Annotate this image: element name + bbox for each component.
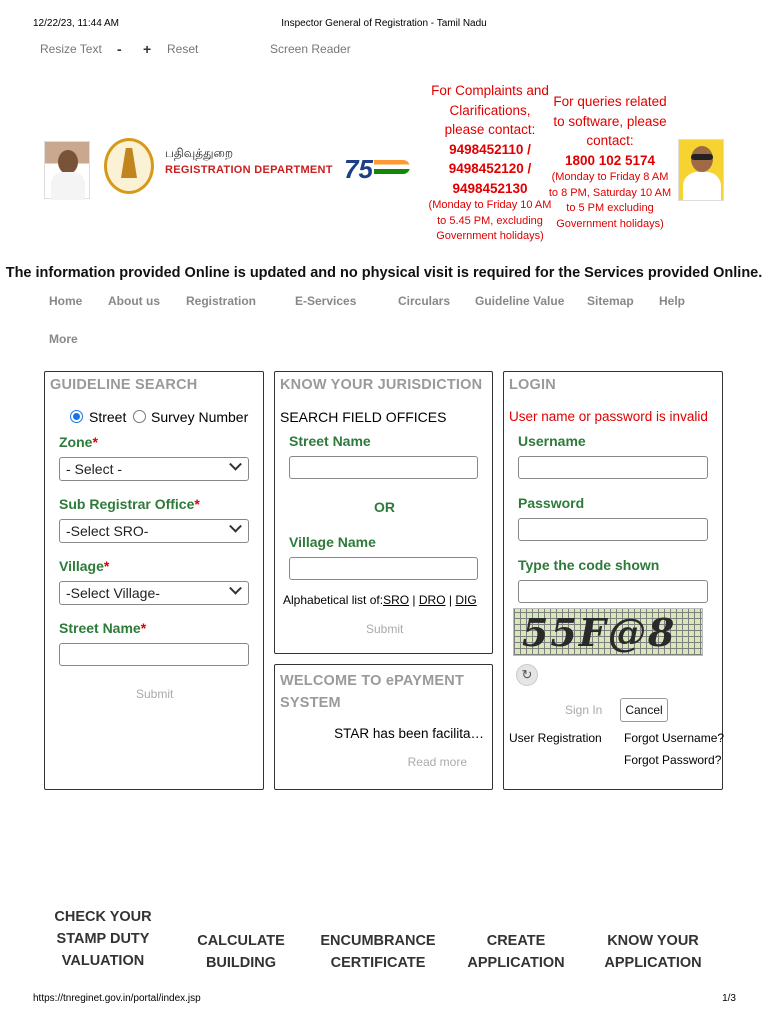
- chevron-down-icon: [229, 582, 242, 595]
- tricolor-flag-icon: [374, 160, 410, 174]
- alphabetical-list: Alphabetical list of:SRO | DRO | DIG: [283, 593, 477, 607]
- panel-title: GUIDELINE SEARCH: [50, 377, 198, 393]
- department-name-english: REGISTRATION DEPARTMENT: [165, 164, 333, 176]
- page-number: 1/3: [722, 993, 736, 1004]
- dro-list-link[interactable]: DRO: [418, 593, 446, 607]
- epayment-text: STAR has been facilita…: [334, 726, 484, 741]
- village-label: Village*: [59, 558, 110, 574]
- login-panel: [503, 371, 723, 790]
- nav-circulars[interactable]: Circulars: [398, 294, 451, 308]
- zone-select[interactable]: - Select -: [59, 457, 249, 481]
- nav-registration[interactable]: Registration: [186, 294, 257, 308]
- software-intro: For queries related to software, please contact:: [553, 94, 667, 148]
- survey-number-radio-label: Survey Number: [151, 409, 249, 425]
- captcha-image: 55F@8: [513, 608, 703, 656]
- jurisdiction-village-input[interactable]: [289, 557, 478, 580]
- print-timestamp: 12/22/23, 11:44 AM: [33, 18, 119, 29]
- decrease-text-button[interactable]: -: [117, 41, 122, 57]
- nav-help[interactable]: Help: [659, 294, 686, 308]
- login-error: User name or password is invalid: [509, 409, 708, 424]
- feature-stamp-duty[interactable]: CHECK YOUR STAMP DUTY VALUATION: [54, 909, 152, 969]
- software-hours: (Monday to Friday 8 AM to 8 PM, Saturday 10 AM to 5 PM excluding Government holidays): [548, 171, 672, 230]
- software-phone: 1800 102 5174: [564, 152, 656, 168]
- software-contact: [548, 92, 672, 232]
- or-label: OR: [374, 499, 395, 515]
- street-name-input[interactable]: [59, 643, 249, 666]
- jurisdiction-street-label: Street Name: [289, 433, 371, 449]
- jubilee-number: 75: [344, 154, 373, 184]
- online-services-notice: The information provided Online is updated and no physical visit is required for the Services provided Online.: [5, 265, 763, 281]
- jurisdiction-panel: [274, 371, 493, 654]
- page-url: https://tnreginet.gov.in/portal/index.jsp: [33, 993, 201, 1004]
- street-radio[interactable]: [70, 410, 83, 423]
- complaints-intro: For Complaints and Clarifications, please contact:: [431, 83, 549, 137]
- sro-select[interactable]: -Select SRO-: [59, 519, 249, 543]
- forgot-password-link[interactable]: Forgot Password?: [624, 753, 722, 767]
- print-page-title: Inspector General of Registration - Tamil Nadu: [281, 18, 487, 29]
- nav-about-us[interactable]: About us: [108, 294, 160, 308]
- complaints-hours: (Monday to Friday 10 AM to 5.45 PM, excluding Government holidays): [428, 199, 552, 242]
- feature-know-your-application[interactable]: KNOW YOUR APPLICATION: [604, 933, 702, 971]
- nav-e-services[interactable]: E-Services: [295, 294, 357, 308]
- nav-home[interactable]: Home: [49, 294, 83, 308]
- guideline-submit-button[interactable]: Submit: [136, 687, 174, 701]
- chief-minister-photo: [44, 141, 90, 199]
- feature-encumbrance-certificate[interactable]: ENCUMBRANCE CERTIFICATE: [320, 933, 436, 971]
- complaints-contact: [428, 81, 552, 245]
- chevron-down-icon: [229, 520, 242, 533]
- feature-create-application[interactable]: CREATE APPLICATION: [467, 933, 565, 971]
- feature-links: [0, 906, 768, 976]
- jurisdiction-village-label: Village Name: [289, 534, 376, 550]
- read-more-link[interactable]: Read more: [407, 755, 467, 769]
- username-input[interactable]: [518, 456, 708, 479]
- chevron-down-icon: [229, 458, 242, 471]
- complaints-phone-3: 9498452130: [452, 180, 528, 196]
- leader-photo: [678, 139, 724, 201]
- village-select[interactable]: -Select Village-: [59, 581, 249, 605]
- guideline-search-panel: [44, 371, 264, 790]
- nav-more[interactable]: More: [49, 332, 78, 346]
- survey-number-radio[interactable]: [133, 410, 146, 423]
- street-name-label: Street Name*: [59, 620, 147, 636]
- search-field-offices-label: SEARCH FIELD OFFICES: [280, 409, 447, 425]
- resize-text-label: Resize Text: [40, 42, 102, 56]
- tamil-nadu-emblem-icon[interactable]: [104, 138, 154, 194]
- nav-guideline-value[interactable]: Guideline Value: [475, 294, 565, 308]
- sro-label: Sub Registrar Office*: [59, 496, 200, 512]
- password-label: Password: [518, 495, 585, 511]
- screen-reader-link[interactable]: Screen Reader: [270, 42, 351, 56]
- dig-list-link[interactable]: DIG: [455, 593, 477, 607]
- azadi-75-logo: [330, 138, 422, 200]
- street-radio-label: Street: [89, 409, 127, 425]
- nav-sitemap[interactable]: Sitemap: [587, 294, 634, 308]
- panel-title: LOGIN: [509, 377, 556, 393]
- cancel-button[interactable]: Cancel: [620, 698, 668, 722]
- sign-in-button[interactable]: Sign In: [565, 703, 603, 717]
- photo-face: [58, 150, 78, 174]
- captcha-label: Type the code shown: [518, 557, 660, 573]
- photo-body: [51, 172, 85, 200]
- panel-title: KNOW YOUR JURISDICTION: [280, 377, 483, 393]
- department-name[interactable]: [165, 146, 333, 176]
- jurisdiction-street-input[interactable]: [289, 456, 478, 479]
- captcha-input[interactable]: [518, 580, 708, 603]
- complaints-phone-2: 9498452120 /: [448, 161, 532, 176]
- refresh-captcha-icon[interactable]: ↻: [516, 664, 538, 686]
- user-registration-link[interactable]: User Registration: [509, 731, 602, 745]
- reset-text-button[interactable]: Reset: [167, 42, 199, 56]
- username-label: Username: [518, 433, 586, 449]
- sro-list-link[interactable]: SRO: [383, 593, 410, 607]
- forgot-username-link[interactable]: Forgot Username?: [624, 731, 725, 745]
- zone-label: Zone*: [59, 434, 98, 450]
- complaints-phone-1: 9498452110 /: [449, 141, 531, 157]
- jurisdiction-submit-button[interactable]: Submit: [366, 622, 404, 636]
- epayment-title: WELCOME TO ePAYMENT SYSTEM: [280, 673, 464, 711]
- epayment-panel: [274, 664, 493, 790]
- password-input[interactable]: [518, 518, 708, 541]
- increase-text-button[interactable]: +: [143, 41, 152, 57]
- department-name-tamil: பதிவுத்துறை: [165, 146, 233, 160]
- feature-calculate-building[interactable]: CALCULATE BUILDING: [197, 933, 285, 971]
